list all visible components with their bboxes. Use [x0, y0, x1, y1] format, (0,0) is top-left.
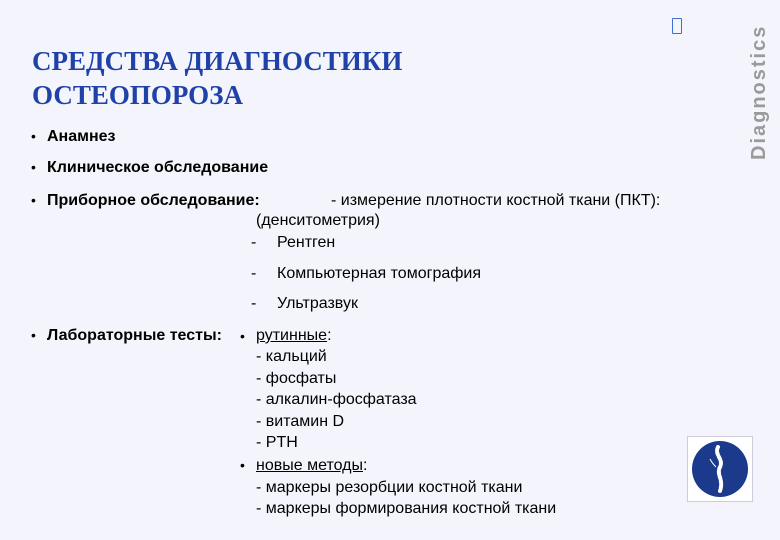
instrumental-item: - измерение плотности костной ткани (ПКТ): [331, 192, 661, 209]
instrumental-item: Компьютерная томография [277, 265, 481, 282]
lab-routine-item: - алкалин-фосфатаза [256, 391, 417, 408]
spine-logo [688, 437, 752, 501]
spine-logo-icon [688, 437, 752, 501]
list-dash: - [251, 295, 257, 312]
bullet-dot: • [240, 328, 245, 344]
bullet-lab: Лабораторные тесты: [47, 327, 222, 344]
lab-routine-item: - фосфаты [256, 370, 337, 387]
bullet-clinical: Клиническое обследование [47, 159, 269, 176]
lab-routine-item: - витамин D [256, 413, 345, 430]
title-line-2: ОСТЕОПОРОЗА [32, 80, 243, 110]
document-icon [672, 18, 682, 34]
instrumental-item-cont: (денситометрия) [256, 212, 380, 229]
lab-new-heading [256, 456, 367, 476]
bullet-dot: • [31, 128, 36, 144]
bullet-instrumental: Приборное обследование: [47, 192, 260, 209]
lab-routine-item: - PTH [256, 434, 298, 451]
bullet-anamnesis: Анамнез [47, 128, 116, 145]
lab-routine-item: - кальций [256, 348, 327, 365]
side-label: Diagnostics [748, 24, 770, 160]
lab-routine-suffix: : [327, 327, 332, 344]
bullet-dot: • [31, 159, 36, 175]
lab-routine-label: рутинные [256, 327, 328, 344]
lab-new-label: новые методы [256, 457, 363, 474]
bullet-dot: • [240, 457, 245, 473]
page-title [32, 44, 402, 112]
bullet-dot: • [31, 192, 36, 208]
title-line-1: СРЕДСТВА ДИАГНОСТИКИ [32, 46, 403, 76]
lab-new-suffix: : [362, 457, 368, 474]
list-dash: - [251, 234, 257, 251]
lab-new-item: - маркеры формирования костной ткани [256, 500, 557, 517]
instrumental-item: Рентген [277, 234, 336, 251]
list-dash: - [251, 265, 257, 282]
lab-new-item: - маркеры резорбции костной ткани [256, 479, 523, 496]
bullet-dot: • [31, 327, 36, 343]
instrumental-item: Ультразвук [277, 295, 358, 312]
lab-routine-heading [256, 326, 332, 346]
